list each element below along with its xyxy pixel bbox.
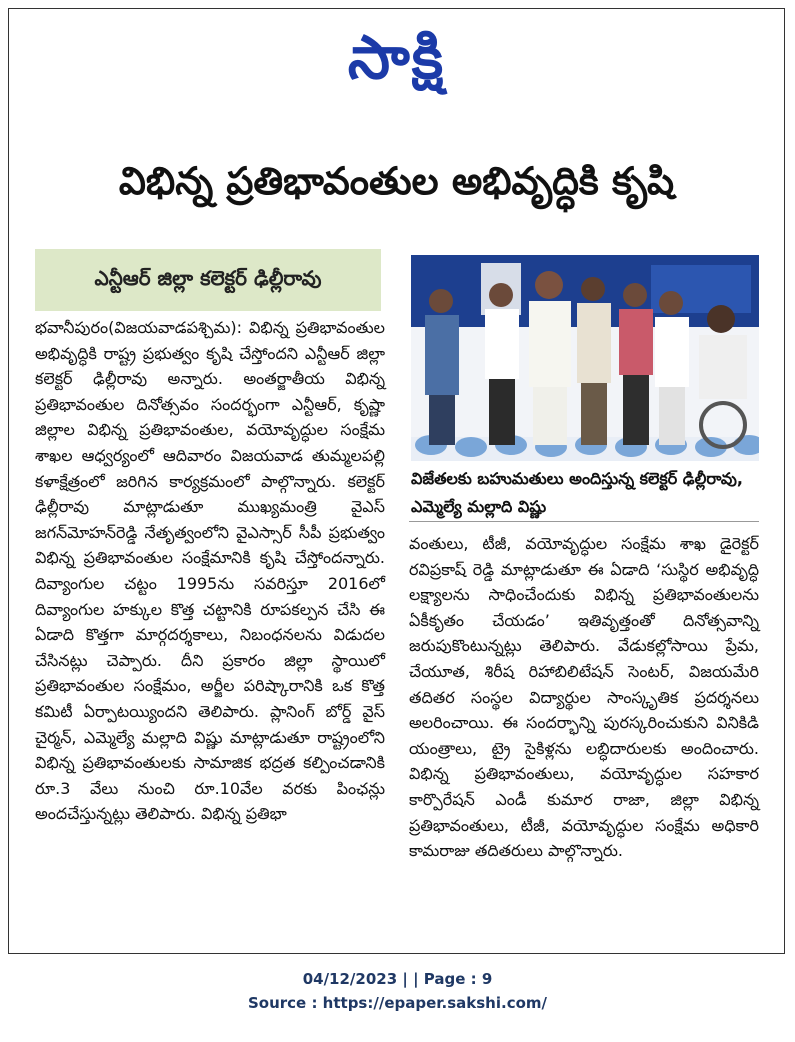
event-photo xyxy=(411,255,759,461)
footer-source: Source : https://epaper.sakshi.com/ xyxy=(247,994,547,1012)
subheading-text: ఎన్టీఆర్ జిల్లా కలెక్టర్ ఢిల్లీరావు xyxy=(94,265,322,290)
event-photo-illustration xyxy=(411,255,759,461)
masthead-logo: సాక్షి xyxy=(347,23,446,93)
article-body-right: వంతులు, టీజీ, వయోవృద్ధుల సంక్షేమ శాఖ డైరెక్టర్ రవిప్రకాష్ రెడ్డి మాట్లాడుతూ ఈ ఏడాది ‘సుస్థిర అభివృద్ధి లక్ష్యాలను సాధించేందుకు విభిన్న ప్రతిభావంతులను ఏకీకృతం చేయడం’ ఇతివృత్తంతో దినోత్సవాన్ని జరుపుకొంటున్నట్లు తెలిపారు. వేడుకల్లోసాయి ప్రేమ, చేయూత, శిరీష రిహాబిలిటేషన్ సెంటర్, విజయమేరి తదితర సంస్థల విద్యార్థుల సాంస్కృతిక ప్రదర్శనలు అలరించాయి. ఈ సందర్భాన్ని పురస్కరించుకుని వినికిడి యంత్రాలు, ట్రై సైకిళ్లను లబ్ధిదారులకు అందించారు. విభిన్న ప్రతిభావంతులు, వయోవృద్ధుల సహకార కార్పొరేషన్ ఎండీ కుమార రాజా, జిల్లా విభిన్న ప్రతిభావంతులు, టీజీ, వయోవృద్ధుల సంక్షేమ అధికారి కామరాజు తదితరులు పాల్గొన్నారు. xyxy=(409,534,759,861)
article-subheading xyxy=(35,249,381,311)
caption-divider xyxy=(409,521,759,522)
news-clipping xyxy=(8,8,785,954)
article-body-left: భవానీపురం(విజయవాడపశ్చిమ): విభిన్న ప్రతిభావంతుల అభివృద్ధికి రాష్ట్ర ప్రభుత్వం కృషి చేస్తోందని ఎన్టీఆర్ జిల్లా కలెక్టర్ ఢిల్లీరావు అన్నారు. అంతర్జాతీయ విభిన్న ప్రతిభావంతుల దినోత్సవం సందర్భంగా ఎన్టీఆర్, కృష్ణా జిల్లాల విభిన్న ప్రతిభావంతుల, వయోవృద్ధుల సంక్షేమ శాఖల ఆధ్వర్యంలో ఆదివారం విజయవాడ తుమ్మలపల్లి కళాక్షేత్రంలో జరిగిన కార్యక్రమంలో పాల్గొన్నారు. కలెక్టర్ ఢిల్లీరావు మాట్లాడుతూ ముఖ్యమంత్రి వైఎస్ జగన్‌మోహన్‌రెడ్డి నేతృత్వంలోని వైఎస్సార్ సీపీ ప్రభుత్వం విభిన్న ప్రతిభావంతుల సంక్షేమానికి కృషి చేస్తోందన్నారు. దివ్యాంగుల చట్టం 1995ను సవరిస్తూ 2016లో దివ్యాంగుల హక్కుల కొత్త చట్టానికి రూపకల్పన చేసి ఈ ఏడాది కొత్తగా మార్గదర్శకాలు, నిబంధనలను విడుదల చేసినట్లు చెప్పారు. దీని ప్రకారం జిల్లా స్థాయిలో ప్రతిభావంతుల సంక్షేమం, అర్జీల పరిష్కారానికి ఒక కొత్త కమిటీ ఏర్పాటయ్యిందని తెలిపారు. ప్లానింగ్ బోర్డ్ వైస్ చైర్మన్, ఎమ్మెల్యే మల్లాది విష్ణు మాట్లాడుతూ రాష్ట్రంలోని విభిన్న ప్రతిభావంతులకు సామాజిక భద్రత కల్పించడానికి రూ.3 వేలు నుంచి రూ.10వేల వరకు పింఛన్లు అందచేస్తున్నట్లు తెలిపారు. విభిన్న ప్రతిభా xyxy=(35,318,385,824)
footer-date-page: 04/12/2023 | | Page : 9 xyxy=(302,970,493,988)
photo-caption: విజేతలకు బహుమతులు అందిస్తున్న కలెక్టర్ ఢిల్లీరావు, ఎమ్మెల్యే మల్లాది విష్ణు xyxy=(411,469,743,516)
article-headline: విభిన్న ప్రతిభావంతుల అభివృద్ధికి కృషి xyxy=(118,159,675,203)
